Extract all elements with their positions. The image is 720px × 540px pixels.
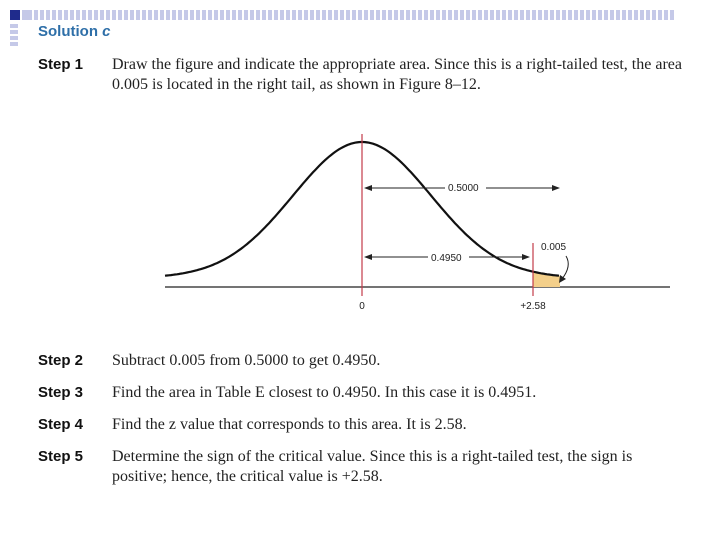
arrow-0-5000-left-head: [364, 185, 372, 191]
step-3-label: Step 3: [38, 384, 84, 401]
arrow-0-5000-right-head: [552, 185, 560, 191]
label-0-005: 0.005: [541, 242, 567, 253]
tail-pointer-head: [559, 275, 566, 283]
tick-label-0: 0: [359, 301, 365, 312]
step-2-label: Step 2: [38, 352, 84, 369]
step-1-label: Step 1: [38, 56, 84, 73]
step-5-text: Determine the sign of the critical value. Since this is a right-tailed test, the sign is positive; hence, the critical value is +2.58.: [112, 448, 633, 485]
solution-label: Solution: [38, 23, 98, 40]
step-5-label: Step 5: [38, 448, 84, 465]
tail-pointer-line: [562, 256, 568, 279]
label-0-4950: 0.4950: [431, 253, 462, 264]
step-4-text: Find the z value that corresponds to this area. It is 2.58.: [112, 416, 467, 433]
solution-letter: c: [102, 23, 111, 40]
step-2-text: Subtract 0.005 from 0.5000 to get 0.4950.: [112, 352, 381, 369]
arrow-0-4950-right-head: [522, 254, 530, 260]
step-1-text: Draw the figure and indicate the appropriate area. Since this is a right-tailed test, the area 0.005 is located in the right tail, as shown in Figure 8–12.: [112, 56, 682, 93]
arrow-0-4950-left-head: [364, 254, 372, 260]
step-4-label: Step 4: [38, 416, 84, 433]
step-3-text: Find the area in Table E closest to 0.4950. In this case it is 0.4951.: [112, 384, 537, 401]
label-0-5000: 0.5000: [448, 183, 479, 194]
tick-label-z: +2.58: [520, 301, 546, 312]
